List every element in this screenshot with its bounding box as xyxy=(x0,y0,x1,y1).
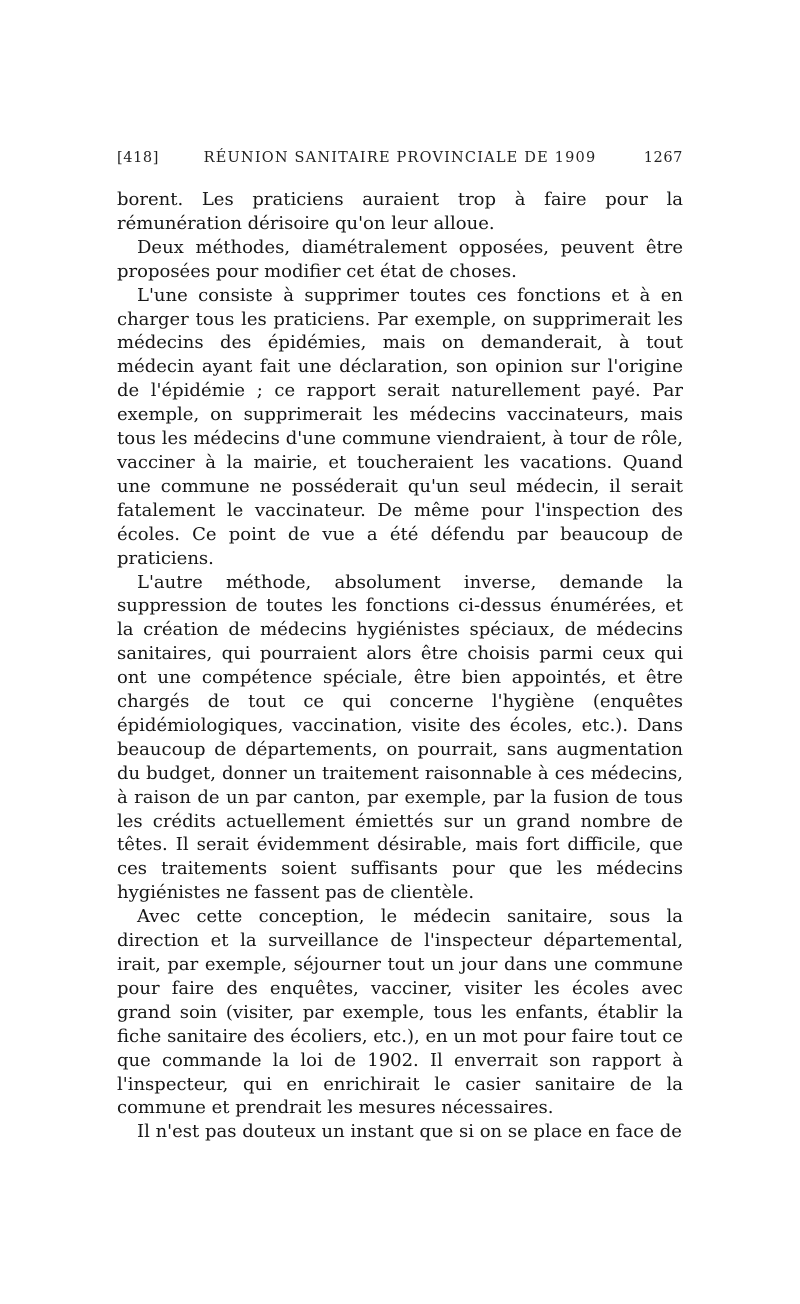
paragraph-first-method: L'une consiste à supprimer toutes ces fonctions et à en charger tous les praticiens. Par exemple, on supprimerait les médecins des épidémies, mais on demanderait, à tout médecin ayant fait une déclaration, son opinion sur l'origine de l'épidémie ; ce rapport serait naturellement payé. Par exemple, on supprimerait les médecins vaccinateurs, mais tous les médecins d'une commune viendraient, à tour de rôle, vacciner à la mairie, et toucheraient les vacations. Quand une commune ne posséderait qu'un seul médecin, il serait fatalement le vaccinateur. De même pour l'inspection des écoles. Ce point de vue a été défendu par beaucoup de praticiens. xyxy=(117,284,683,569)
running-title: RÉUNION SANITAIRE PROVINCIALE DE 1909 xyxy=(203,150,597,166)
body-text xyxy=(117,188,683,1144)
page-reference: [418] xyxy=(117,150,159,166)
paragraph-continued: borent. Les praticiens auraient trop à faire pour la rémunération dérisoire qu'on leur alloue. xyxy=(117,189,683,234)
paragraph-two-methods: Deux méthodes, diamétralement opposées, peuvent être proposées pour modifier cet état de choses. xyxy=(117,236,683,282)
page-number: 1267 xyxy=(643,150,683,166)
running-header xyxy=(117,148,683,174)
book-page xyxy=(117,148,683,1144)
paragraph-closing: Il n'est pas douteux un instant que si on se place en face de xyxy=(137,1121,682,1143)
paragraph-second-method: L'autre méthode, absolument inverse, demande la suppression de toutes les fonctions ci-dessus énumérées, et la création de médecins hygiénistes spéciaux, de médecins sanitaires, qui pourraient alors être choisis parmi ceux qui ont une compétence spéciale, être bien appointés, et être chargés de tout ce qui concerne l'hygiène (enquêtes épidémiologiques, vaccination, visite des écoles, etc.). Dans beaucoup de départements, on pourrait, sans augmentation du budget, donner un traitement raisonnable à ces médecins, à raison de un par canton, par exemple, par la fusion de tous les crédits actuellement émiettés sur un grand nombre de têtes. Il serait évidemment désirable, mais fort difficile, que ces traitements soient suffisants pour que les médecins hygiénistes ne fassent pas de clientèle. xyxy=(117,571,683,904)
paragraph-conception: Avec cette conception, le médecin sanitaire, sous la direction et la surveillance de l'inspecteur départemental, irait, par exemple, séjourner tout un jour dans une commune pour faire des enquêtes, vacciner, visiter les écoles avec grand soin (visiter, par exemple, tous les enfants, établir la fiche sanitaire des écoliers, etc.), en un mot pour faire tout ce que commande la loi de 1902. Il enverrait son rapport à l'inspecteur, qui en enrichirait le casier sanitaire de la commune et prendrait les mesures nécessaires. xyxy=(117,906,683,1119)
